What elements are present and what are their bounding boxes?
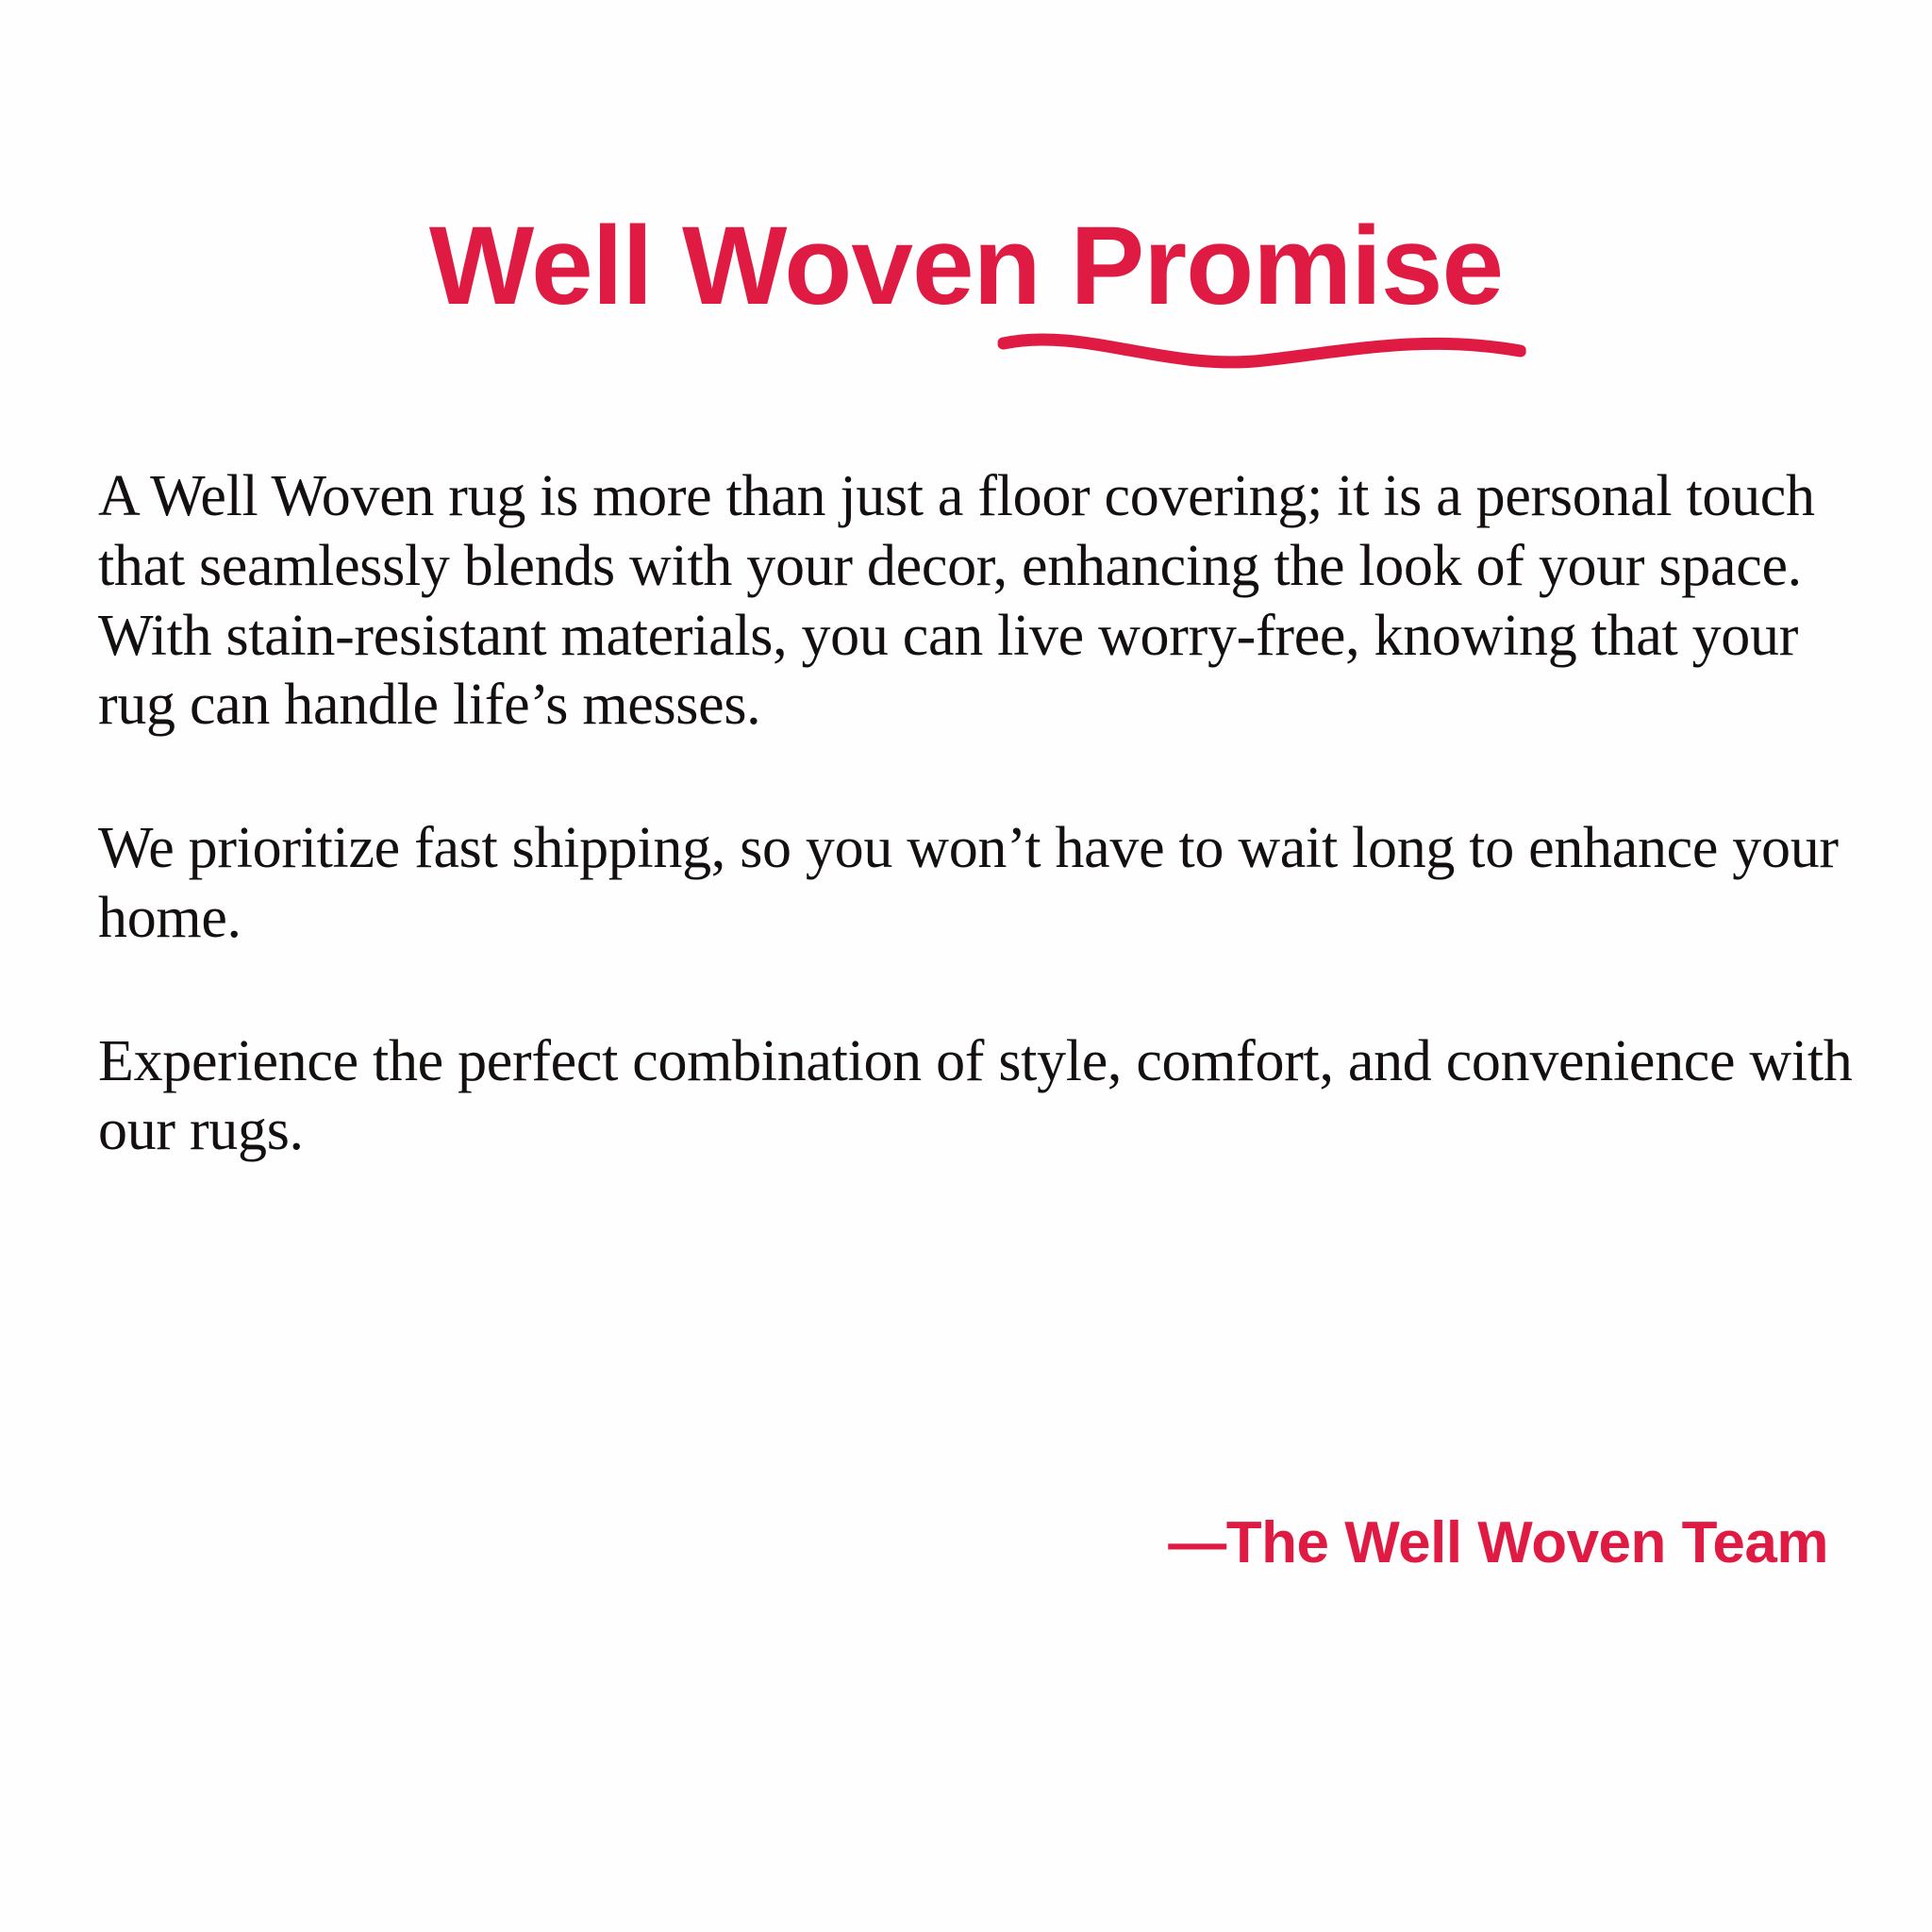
page-title-text: Well Woven Promise: [428, 204, 1504, 329]
page-title: [428, 204, 1504, 329]
heading-container: [0, 132, 1932, 402]
promise-paragraph-1: A Well Woven rug is more than just a floor covering; it is a personal touch that seamlessly blends with your decor, enhancing the look of your space. With stain-resistant materials, you can live worry-free, knowing that your rug can handle life’s messes.: [98, 464, 1815, 738]
promise-body: [98, 462, 1864, 1166]
promise-paragraph-3: Experience the perfect combination of style, comfort, and convenience with our rugs.: [98, 1028, 1853, 1163]
promise-paragraph-2: We prioritize fast shipping, so you won’t have to wait long to enhance your home.: [98, 816, 1839, 950]
signature-line: —The Well Woven Team: [1168, 1510, 1828, 1575]
underline-swoosh-icon: [998, 323, 1526, 379]
